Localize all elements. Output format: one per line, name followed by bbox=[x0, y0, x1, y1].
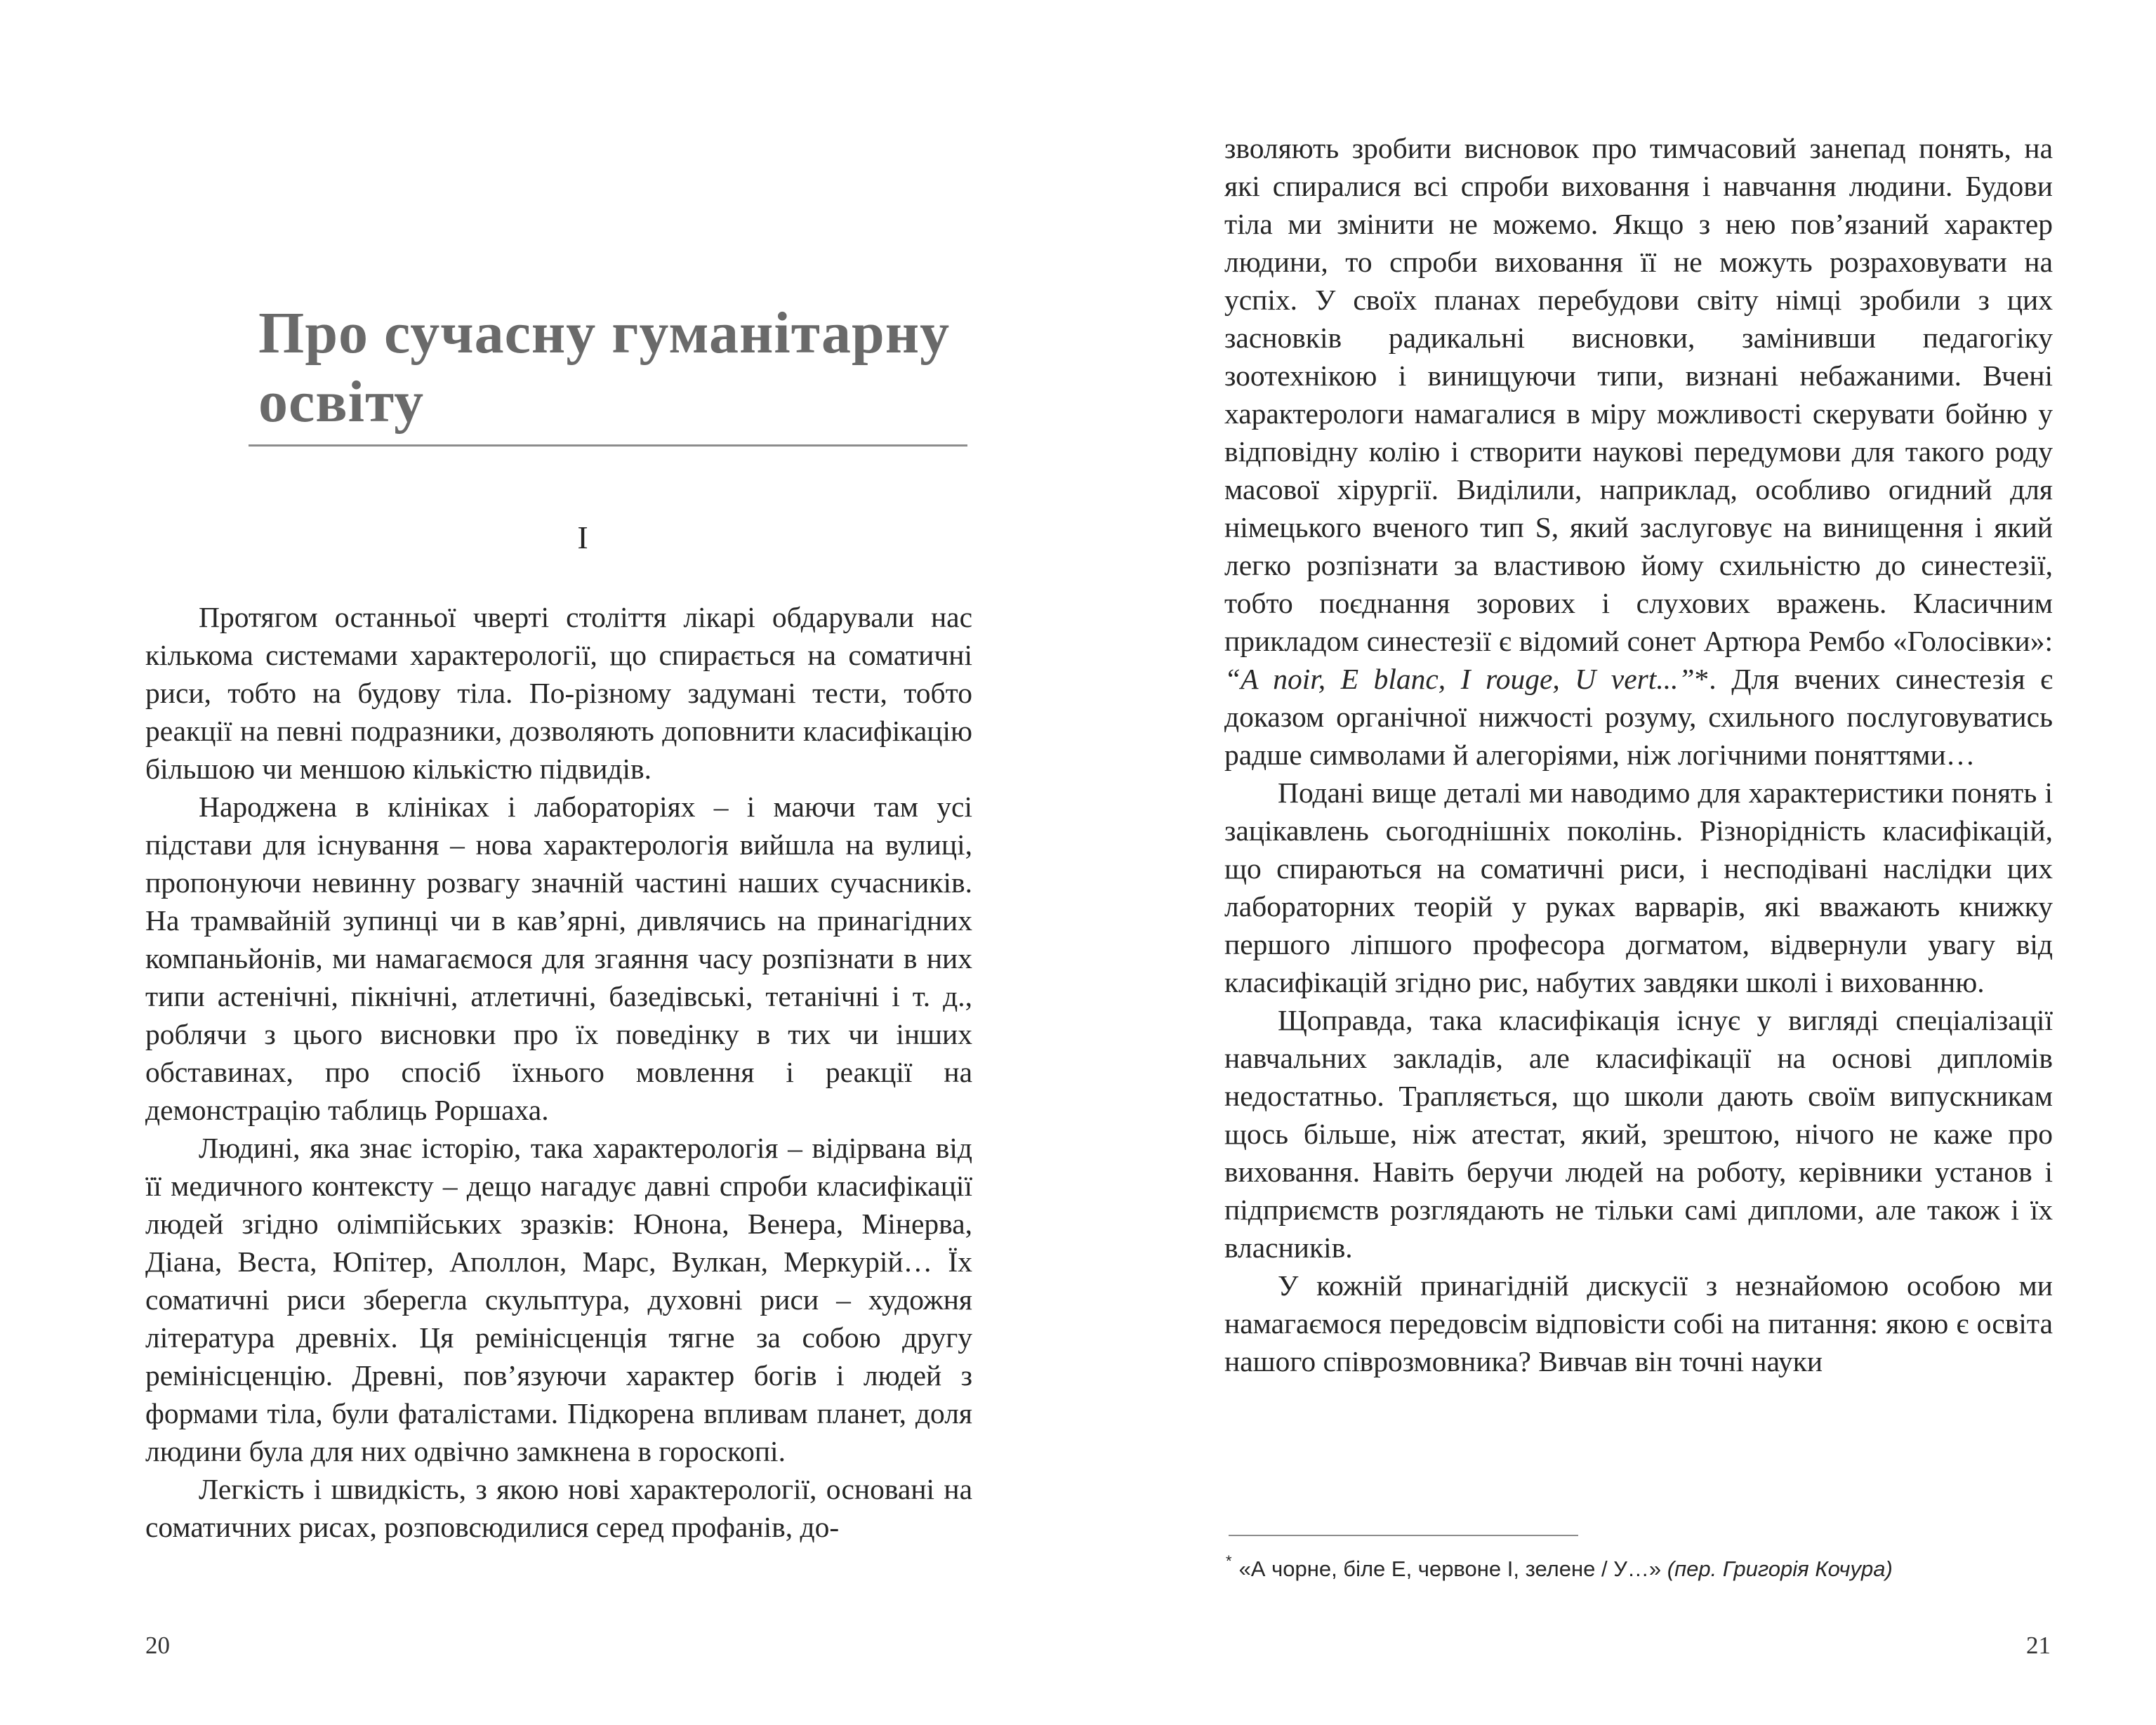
footnote-marker: * bbox=[1226, 1552, 1232, 1570]
paragraph: У кожній принагідній дискусії з незнайомою особою ми намагаємося передовсім відповісти собі на питання: якою є освіта нашого співрозмовника? Вивчав він точні науки bbox=[1224, 1269, 2053, 1377]
chapter-title: Про сучасну гуманітарну освіту bbox=[258, 300, 951, 435]
footnote-reference[interactable]: * bbox=[1694, 663, 1709, 695]
footnote-divider bbox=[1229, 1535, 1578, 1536]
footnote-credit: (пер. Григорія Кочура) bbox=[1667, 1557, 1893, 1581]
continued-paragraph bbox=[1224, 129, 2053, 774]
paragraph: Подані вище деталі ми наводимо для характеристики понять і зацікавлень сьогоднішніх поколінь. Різнорідність класифікацій, що спираються на соматичні риси, і несподівані наслідки цих лабораторних теорій у руках варварів, які вважають книжку першого ліпшого професора догматом, відвернули увагу від класифікацій згідно рис, набутих завдяки школі і вихованню. bbox=[1224, 776, 2053, 998]
title-divider bbox=[249, 444, 967, 447]
rimbaud-quote: “A noir, E blanc, I rouge, U vert...” bbox=[1224, 663, 1695, 695]
footnote-text: «А чорне, біле Е, червоне І, зелене / У…» bbox=[1238, 1557, 1667, 1581]
left-text-column bbox=[145, 598, 972, 1546]
page-number: 20 bbox=[145, 1632, 170, 1659]
continued-text: зволяють зробити висновок про тимчасовий занепад понять, на які спиралися всі спроби виховання і навчання людини. Будови тіла ми змінити не можемо. Якщо з нею пов’язаний характер людини, то спроби виховання її не можуть розраховувати на успіх. У своїх планах перебудови світу німці зробили з цих засновків радикальні висновки, замінивши педагогіку зоотехнікою і винищуючи типи, визнані небажаними. Вчені характерологи намагалися в міру можливості скерувати бойню у відповідну колію і створити наукові передумови для такого роду масової хірургії. Виділили, наприклад, особливо огидний для німецького вченого тип S, який заслуговує на винищення і який легко розпізнати за властивою йому схильністю до синестезії, тобто поєднання зорових і слухових вражень. Класичним прикладом синестезії є відомий сонет Артюра Рембо «Голосівки»: bbox=[1224, 132, 2053, 657]
paragraph: Легкість і швидкість, з якою нові характерології, основані на соматичних рисах, розповсюдилися серед профанів, до- bbox=[145, 1473, 972, 1543]
right-text-column bbox=[1224, 129, 2053, 1380]
section-number: I bbox=[577, 520, 588, 555]
continued-text-end: . Для вчених синестезія є доказом органічної нижчості розуму, схильного послуговуватись радше символами й алегоріями, ніж логічними поняттями… bbox=[1224, 663, 2053, 771]
paragraph: Щоправда, така класифікація існує у вигляді спеціалізації навчальних закладів, але класифікації на основі дипломів недостатньо. Трапляється, що школи дають своїм випускникам щось більше, ніж атестат, який, зрештою, нічого не каже про виховання. Навіть беручи людей на роботу, керівники установ і підприємств розглядають не тільки самі дипломи, але також і їх власників. bbox=[1224, 1004, 2053, 1264]
page-number: 21 bbox=[2026, 1632, 2051, 1659]
paragraph: Людині, яка знає історію, така характерологія – відірвана від її медичного контексту – дещо нагадує давні спроби класифікації людей згідно олімпійських зразків: Юнона, Венера, Мінерва, Діана, Веста, Юпітер, Аполлон, Марс, Вулкан, Меркурій… Їх соматичні риси зберегла скульптура, духовні риси – художня література древніх. Ця ремінісценція тягне за собою другу ремінісценцію. Древні, пов’язуючи характер богів і людей з формами тіла, були фаталістами. Підкорена впливам планет, доля людини була для них одвічно замкнена в гороскопі. bbox=[145, 1132, 972, 1467]
paragraph: Протягом останньої чверті століття лікарі обдарували нас кількома системами характерології, що спирається на соматичні риси, тобто на будову тіла. По-різному задумані тести, тобто реакції на певні подразники, дозволяють доповнити класифікацію більшою чи меншою кількістю підвидів. bbox=[145, 601, 972, 785]
footnote bbox=[1226, 1546, 2054, 1585]
paragraph: Народжена в клініках і лабораторіях – і маючи там усі підстави для існування – нова характерологія вийшла на вулиці, пропонуючи невинну розвагу значній частині наших сучасників. На трамвайній зупинці чи в кав’ярні, дивлячись на принагідних компаньйонів, ми намагаємося для згаяння часу розпізнати в них типи астенічні, пікнічні, атлетичні, базедівські, тетанічні і т. д., роблячи з цього висновки про їх поведінку в тих чи інших обставинах, про спосіб їхнього мовлення і реакції на демонстрацію таблиць Роршаха. bbox=[145, 791, 972, 1126]
